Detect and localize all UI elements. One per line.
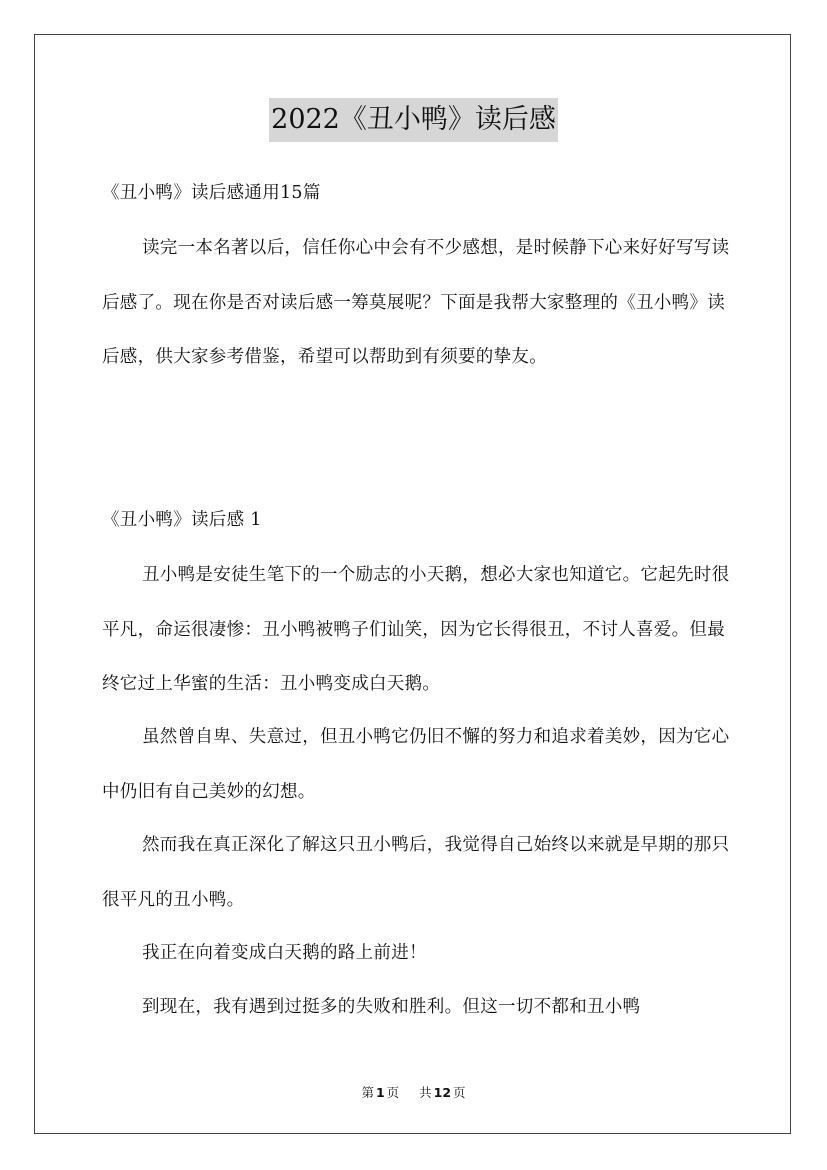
intro-paragraph: 读完一本名著以后，信任你心中会有不少感想，是时候静下心来好好写写读后感了。现在你是否对读后感一筹莫展呢？下面是我帮大家整理的《丑小鸭》读后感，供大家参考借鉴，希望可以帮助到有须要的挚友。 (102, 238, 730, 367)
title-wrapper (0, 98, 827, 142)
page-indicator (359, 1085, 401, 1100)
body-paragraph-5: 到现在，我有遇到过挺多的失败和胜利。但这一切不都和丑小鸭 (142, 997, 641, 1017)
total-suffix: 页 (453, 1085, 466, 1100)
page-footer (0, 1083, 827, 1101)
total-pages: 12 (433, 1085, 452, 1100)
page-suffix: 页 (386, 1085, 400, 1100)
page-number: 1 (375, 1085, 385, 1100)
body-paragraph-2: 虽然曾自卑、失意过，但丑小鸭它仍旧不懈的努力和追求着美妙，因为它心中仍旧有自己美妙的幻想。 (102, 727, 730, 802)
section-heading: 《丑小鸭》读后感 1 (102, 510, 262, 530)
body-paragraph-1: 丑小鸭是安徒生笔下的一个励志的小天鹅，想必大家也知道它。它起先时很平凡，命运很凄惨：丑小鸭被鸭子们讪笑，因为它长得很丑，不讨人喜爱。但最终它过上华蜜的生活：丑小鸭变成白天鹅。 (102, 565, 730, 694)
body-paragraph-3: 然而我在真正深化了解这只丑小鸭后，我觉得自己始终以来就是早期的那只很平凡的丑小鸭。 (102, 835, 730, 910)
total-prefix: 共 (419, 1085, 432, 1100)
page-prefix: 第 (361, 1085, 374, 1100)
document-subtitle: 《丑小鸭》读后感通用15篇 (102, 183, 321, 203)
document-title: 2022《丑小鸭》读后感 (269, 98, 558, 142)
body-paragraph-4: 我正在向着变成白天鹅的路上前进！ (142, 943, 427, 963)
total-indicator (417, 1085, 467, 1100)
